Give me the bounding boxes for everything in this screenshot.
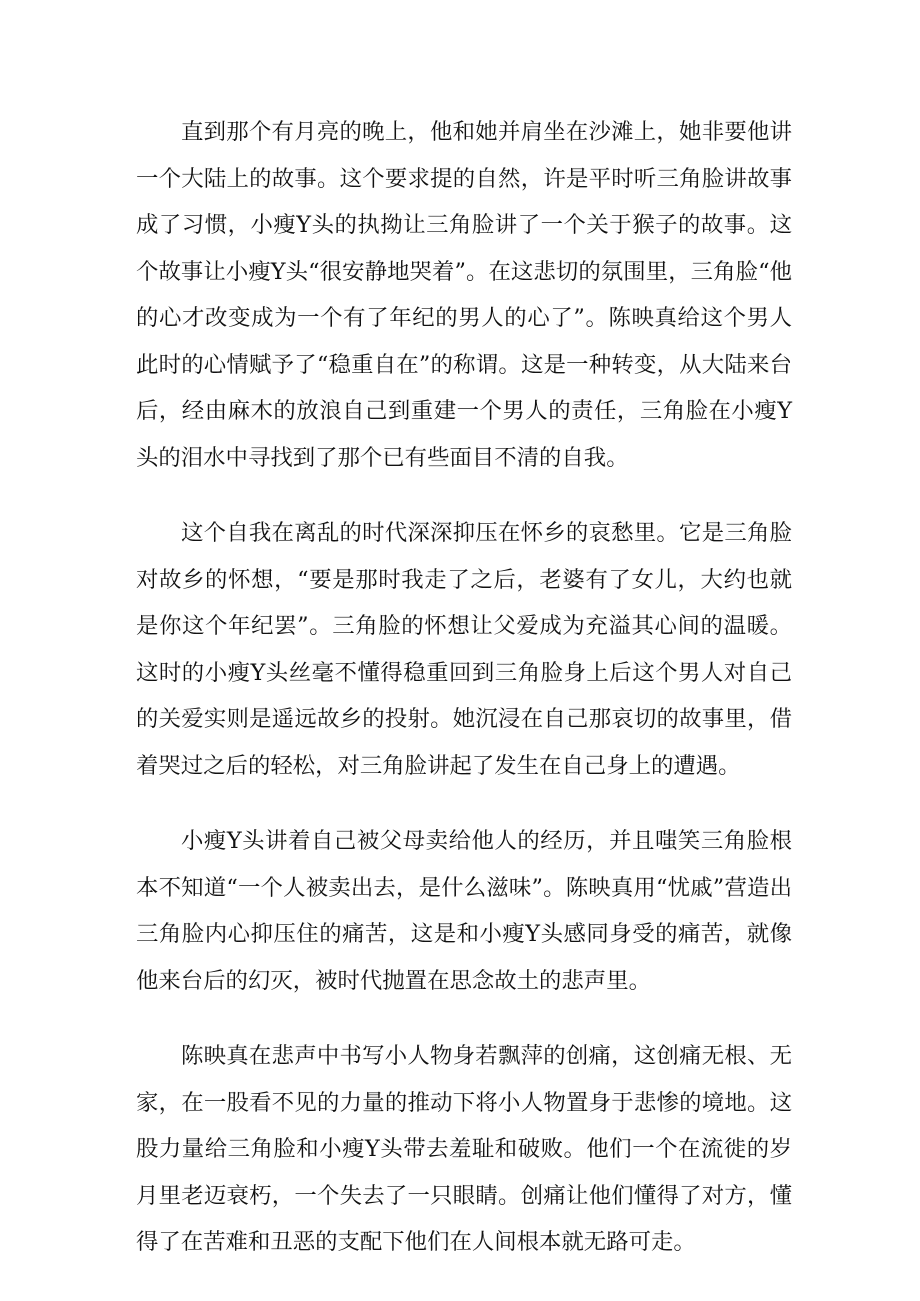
paragraph-2: 这个自我在离乱的时代深深抑压在怀乡的哀愁里。它是三角脸对故乡的怀想，“要是那时我走了之后，老婆有了女儿，大约也就是你这个年纪罢”。三角脸的怀想让父爱成为充溢其心间的温暖。这时的小瘦Y头丝毫不懂得稳重回到三角脸身上后这个男人对自己的关爱实则是遥远故乡的投射。她沉浸在自己那哀切的故事里，借着哭过之后的轻松，对三角脸讲起了发生在自己身上的遭遇。 — [136, 520, 792, 779]
paragraph-3: 小瘦Y头讲着自己被父母卖给他人的经历，并且嗤笑三角脸根本不知道“一个人被卖出去，是什么滋味”。陈映真用“忧戚”营造出三角脸内心抑压住的痛苦，这是和小瘦Y头感同身受的痛苦，就像他来台后的幻灭，被时代抛置在思念故土的悲声里。 — [136, 828, 792, 994]
paragraph-4: 陈映真在悲声中书写小人物身若飘萍的创痛，这创痛无根、无家，在一股看不见的力量的推动下将小人物置身于悲惨的境地。这股力量给三角脸和小瘦Y头带去羞耻和破败。他们一个在流徙的岁月里老迈衰朽，一个失去了一只眼睛。创痛让他们懂得了对方，懂得了在苦难和丑恶的支配下他们在人间根本就无路可走。 — [136, 1043, 792, 1255]
document-body — [136, 109, 792, 1295]
paragraph-1: 直到那个有月亮的晚上，他和她并肩坐在沙滩上，她非要他讲一个大陆上的故事。这个要求提的自然，许是平时听三角脸讲故事成了习惯，小瘦Y头的执拗让三角脸讲了一个关于猴子的故事。这个故事让小瘦Y头“很安静地哭着”。在这悲切的氛围里，三角脸“他的心才改变成为一个有了年纪的男人的心了”。陈映真给这个男人此时的心情赋予了“稳重自在”的称谓。这是一种转变，从大陆来台后，经由麻木的放浪自己到重建一个男人的责任，三角脸在小瘦Y头的泪水中寻找到了那个已有些面目不清的自我。 — [136, 119, 792, 471]
